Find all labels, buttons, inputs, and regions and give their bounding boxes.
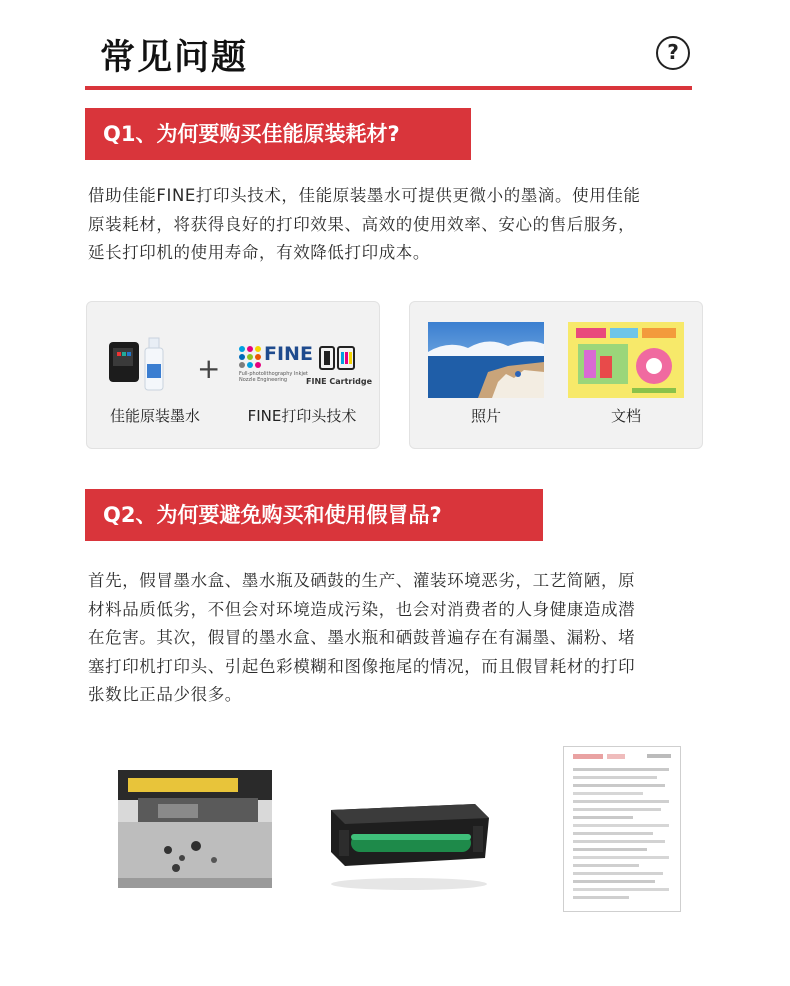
fine-cartridge-label: FINE Cartridge <box>306 377 372 386</box>
toner-cartridge-image <box>325 796 493 894</box>
genuine-supplies-card <box>86 301 380 449</box>
faded-printout-image <box>563 746 681 912</box>
document-sample-image <box>568 322 684 398</box>
fine-logo-subtitle: Nozzle Engineering <box>239 377 288 383</box>
fine-cartridge-icon <box>319 346 355 370</box>
q2-answer-line: 张数比正品少很多。 <box>88 685 242 704</box>
help-icon[interactable]: ? <box>656 36 690 70</box>
leaking-printer-image <box>118 770 272 888</box>
q2-answer-line: 塞打印机打印头、引起色彩模糊和图像拖尾的情况，而且假冒耗材的打印 <box>88 656 636 676</box>
print-results-card <box>409 301 703 449</box>
page-title: 常见问题 <box>100 38 249 78</box>
q2-answer <box>88 567 700 710</box>
q1-answer <box>88 182 700 268</box>
q1-heading: Q1、为何要购买佳能原装耗材? <box>85 108 471 160</box>
q1-answer-line: 延长打印机的使用寿命，有效降低打印成本。 <box>88 243 430 262</box>
photo-caption: 照片 <box>470 407 501 425</box>
q1-answer-line: 借助佳能FINE打印头技术，佳能原装墨水可提供更微小的墨滴。使用佳能 <box>88 186 641 205</box>
document-caption: 文档 <box>610 407 641 425</box>
fine-logo <box>239 343 313 386</box>
photo-sample-image <box>428 322 544 398</box>
fine-technology-caption: FINE打印头技术 <box>247 407 357 425</box>
fine-logo-subtitle: Full-photolithography Inkjet <box>239 371 308 377</box>
q2-answer-line: 在危害。其次，假冒的墨水盒、墨水瓶和硒鼓普遍存在有漏墨、漏粉、堵 <box>88 628 636 647</box>
q2-answer-line: 材料品质低劣，不但会对环境造成污染，也会对消费者的人身健康造成潜 <box>88 599 636 619</box>
genuine-ink-caption: 佳能原装墨水 <box>109 407 200 425</box>
q2-answer-line: 首先，假冒墨水盒、墨水瓶及硒鼓的生产、灌装环境恶劣，工艺简陋，原 <box>88 571 636 590</box>
q2-heading: Q2、为何要避免购买和使用假冒品? <box>85 489 543 541</box>
title-divider <box>85 86 692 90</box>
fine-logo-text: FINE <box>264 343 313 365</box>
ink-cartridge-image <box>107 334 177 392</box>
q1-answer-line: 原装耗材，将获得良好的打印效果、高效的使用效率、安心的售后服务， <box>88 214 636 234</box>
plus-sign: + <box>197 352 221 385</box>
